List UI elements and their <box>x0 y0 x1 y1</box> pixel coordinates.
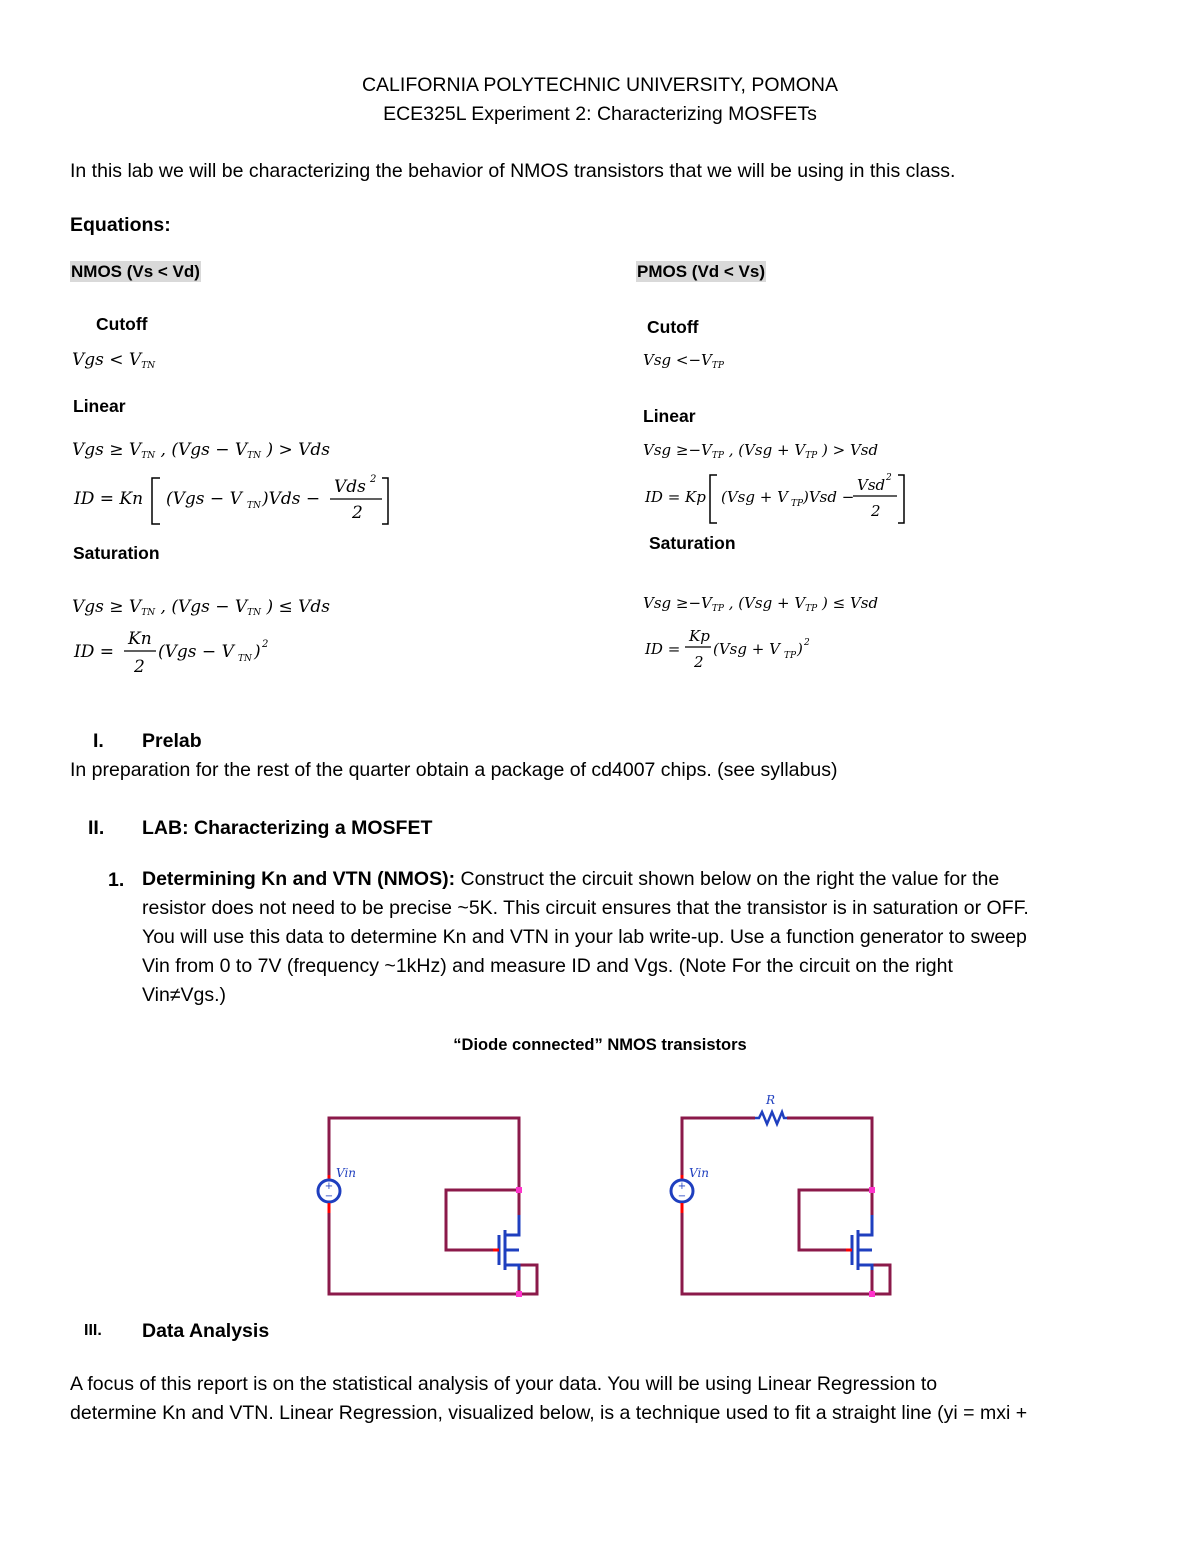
analysis-heading: Data Analysis <box>142 1320 270 1342</box>
pmos-linear-label: Linear <box>643 406 696 426</box>
resistor-icon <box>755 1112 787 1124</box>
pmos-saturation-label: Saturation <box>649 533 736 553</box>
svg-text:)Vds −: )Vds − <box>262 489 321 509</box>
svg-text:2: 2 <box>262 639 269 650</box>
svg-text:(Vsg + V: (Vsg + V <box>713 640 780 658</box>
svg-text:(Vgs − V: (Vgs − V <box>166 489 242 509</box>
svg-text:2: 2 <box>694 653 704 671</box>
source-label: Vin <box>336 1166 357 1180</box>
svg-text:2: 2 <box>886 473 892 483</box>
equations-heading: Equations: <box>70 214 171 236</box>
nmos-saturation-label: Saturation <box>73 543 160 563</box>
circuit-diagram-left <box>300 1095 560 1315</box>
university-title: CALIFORNIA POLYTECHNIC UNIVERSITY, POMONA <box>361 74 839 96</box>
pmos-linear-id-eq <box>643 467 923 527</box>
svg-text:2: 2 <box>871 502 881 520</box>
analysis-number: III. <box>84 1322 102 1339</box>
nmos-cutoff-label: Cutoff <box>96 314 148 334</box>
svg-text:−: − <box>324 1191 334 1202</box>
nmos-cutoff-eq: Vgs < VTN <box>72 350 156 371</box>
node-dot <box>869 1187 875 1193</box>
resistor-label: R <box>766 1093 776 1107</box>
source-label: Vin <box>689 1166 710 1180</box>
lab-number: II. <box>88 817 105 839</box>
svg-text:2: 2 <box>804 638 810 648</box>
voltage-source-icon <box>318 1175 340 1213</box>
node-dot <box>516 1187 522 1193</box>
nmos-linear-cond: Vgs ≥ VTN , (Vgs − VTN ) > Vds <box>72 440 331 461</box>
nmos-transistor-icon <box>499 1215 519 1270</box>
svg-text:TP: TP <box>784 651 797 661</box>
voltage-source-icon <box>671 1175 693 1213</box>
svg-text:Kn: Kn <box>128 629 152 649</box>
node-dot <box>869 1291 875 1297</box>
svg-text:ID = Kn: ID = Kn <box>74 489 144 509</box>
svg-text:+: + <box>677 1181 687 1192</box>
svg-text:ID =: ID = <box>74 642 114 662</box>
analysis-paragraph: A focus of this report is on the statistical analysis of your data. You will be using Linear Regression to determine Kn and VTN. Linear Regression, visualized below, is a technique used to fit a straight line (yi = mxi + <box>70 1373 1028 1424</box>
prelab-number: I. <box>93 730 104 752</box>
nmos-transistor-icon <box>852 1215 872 1270</box>
svg-text:TP: TP <box>791 499 804 509</box>
svg-text:): ) <box>797 640 803 658</box>
intro-text: In this lab we will be characterizing the behavior of NMOS transistors that we will be using in this class. <box>70 160 956 182</box>
svg-text:2: 2 <box>134 657 145 677</box>
svg-text:2: 2 <box>352 503 363 523</box>
pmos-sat-cond: Vsg $\ge-V_{TP}$ , ($Vsg + V_{TP}$ ) ≤ Vsd <box>643 594 879 614</box>
item1-bold: Determining Kn and VTN (NMOS): <box>142 868 456 890</box>
pmos-linear-cond: Vsg $\ge-V_{TP}$ , ($Vsg + V_{TP}$ ) > Vsd <box>643 441 879 461</box>
course-title: ECE325L Experiment 2: Characterizing MOSFETs <box>383 103 817 125</box>
svg-text:TN: TN <box>238 654 252 664</box>
circuit-diagram-right <box>653 1085 913 1315</box>
node-dot <box>516 1291 522 1297</box>
prelab-text: In preparation for the rest of the quarter obtain a package of cd4007 chips. (see syllabus) <box>70 759 838 781</box>
svg-text:Vsd: Vsd <box>857 476 886 494</box>
svg-text:)Vsd −: )Vsd − <box>803 488 855 506</box>
svg-text:(Vgs − V: (Vgs − V <box>158 642 234 662</box>
svg-text:TN: TN <box>247 501 261 511</box>
pmos-cutoff-eq: Vsg $<-V_{TP}$ <box>643 351 724 371</box>
svg-text:Kp: Kp <box>689 627 710 645</box>
nmos-linear-label: Linear <box>73 396 126 416</box>
prelab-heading: Prelab <box>142 730 202 752</box>
svg-text:−: − <box>677 1191 687 1202</box>
svg-text:+: + <box>324 1181 334 1192</box>
figure-caption: “Diode connected” NMOS transistors <box>453 1036 747 1054</box>
nmos-linear-id-eq <box>72 468 402 528</box>
nmos-sat-cond: Vgs ≥ VTN , (Vgs − VTN ) ≤ Vds <box>72 597 331 618</box>
item1-number: 1. <box>108 869 125 891</box>
item1-paragraph: Determining Kn and VTN (NMOS): Construct the circuit shown below on the right the value for the resistor does not need to be precise ~5K. This circuit ensures that the transistor is in saturation or OFF. You will use this data to determine Kn and VTN in your lab write-up. Use a function generator to sweep Vin from 0 to 7V (frequency ~1kHz) and measure ID and Vgs. (Note For the circuit on the right Vin≠Vgs.) <box>142 868 1029 1006</box>
pmos-sat-id-eq <box>643 620 843 676</box>
svg-text:2: 2 <box>370 474 377 485</box>
pmos-title: PMOS (Vd < Vs) <box>637 262 765 281</box>
nmos-title: NMOS (Vs < Vd) <box>71 262 200 281</box>
svg-text:ID =: ID = <box>645 640 681 658</box>
svg-text:(Vsg + V: (Vsg + V <box>721 488 788 506</box>
svg-text:Vds: Vds <box>334 477 366 497</box>
lab-heading: LAB: Characterizing a MOSFET <box>142 817 433 839</box>
nmos-sat-id-eq <box>72 622 312 682</box>
svg-text:ID = Kp: ID = Kp <box>645 488 706 506</box>
pmos-cutoff-label: Cutoff <box>647 317 699 337</box>
svg-text:): ) <box>254 642 261 662</box>
